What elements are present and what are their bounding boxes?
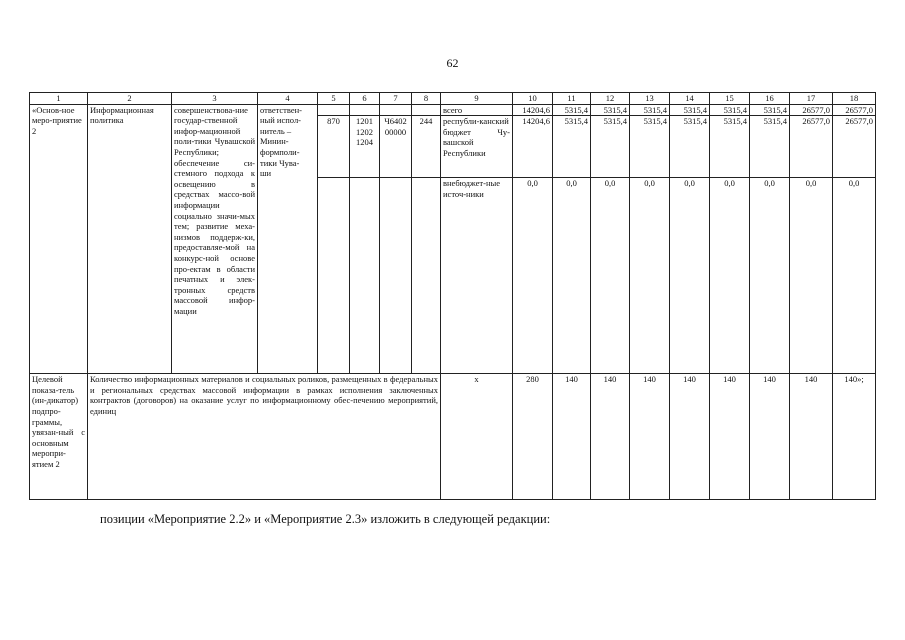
budget-code-cell: 244 xyxy=(412,116,441,178)
value-cell: 5315,4 xyxy=(670,116,710,178)
value-cell: 26577,0 xyxy=(790,104,833,116)
empty-cell xyxy=(318,178,350,374)
header-cell: 4 xyxy=(258,93,318,105)
executor-line: ши xyxy=(260,168,272,179)
budget-code-cell: 870 xyxy=(318,116,350,178)
header-cell: 12 xyxy=(591,93,630,105)
value-cell: 5315,4 xyxy=(670,104,710,116)
empty-cell xyxy=(350,104,380,116)
executor-line: формполи- xyxy=(260,146,300,157)
header-cell: 5 xyxy=(318,93,350,105)
indicator-value: 140 xyxy=(750,374,790,500)
header-cell: 17 xyxy=(790,93,833,105)
indicator-value: 140 xyxy=(630,374,670,500)
indicator-text: Количество информационных материалов и социальных роликов, размещенных в федеральных и региональных средствах массовой информации в рамках исполнения заключенных контрактов (договоров) на оказание услуг по информационному обес-печению мероприятий, единиц xyxy=(88,374,441,500)
header-cell: 3 xyxy=(172,93,258,105)
value-cell: 0,0 xyxy=(790,178,833,374)
activity-number: «Основ-ное меро-приятие 2 xyxy=(30,104,88,374)
value-cell: 0,0 xyxy=(833,178,876,374)
empty-cell xyxy=(412,178,441,374)
funding-source: всего xyxy=(441,104,513,116)
value-cell: 5315,4 xyxy=(630,104,670,116)
header-cell: 10 xyxy=(513,93,553,105)
header-cell: 8 xyxy=(412,93,441,105)
executor-line: тики Чува- xyxy=(260,157,300,168)
activity-description: совершенствова-ние государ-ственной инфор-мационной поли-тики Чувашской Республики; обеспечение си-стемного подхода к освещению в средствах массо-вой информации социально значи-мых тем; развитие меха-низмов поддерж-ки, предоставляе-мой на конкурс-ной основе про-ектам в области печатных и элек-тронных средств массовой инфор-мации xyxy=(172,104,258,374)
funding-source: внебюджет-ные источ-ники xyxy=(441,178,513,374)
indicator-value: 140 xyxy=(553,374,591,500)
executor-line: ответствен- xyxy=(260,104,303,115)
header-cell: 15 xyxy=(710,93,750,105)
executor-line: ный испол- xyxy=(260,115,302,126)
value-cell: 5315,4 xyxy=(553,116,591,178)
value-cell: 26577,0 xyxy=(833,104,876,116)
header-cell: 18 xyxy=(833,93,876,105)
indicator-value: 140 xyxy=(790,374,833,500)
empty-cell xyxy=(380,178,412,374)
value-cell: 0,0 xyxy=(513,178,553,374)
header-cell: 1 xyxy=(30,93,88,105)
empty-cell xyxy=(350,178,380,374)
indicator-row xyxy=(30,374,876,500)
value-cell: 14204,6 xyxy=(513,104,553,116)
activity-executor xyxy=(258,104,318,374)
value-cell: 0,0 xyxy=(670,178,710,374)
page-number: 62 xyxy=(446,56,459,70)
header-row xyxy=(30,93,876,105)
value-cell: 5315,4 xyxy=(630,116,670,178)
value-cell: 5315,4 xyxy=(710,116,750,178)
header-cell: 2 xyxy=(88,93,172,105)
executor-line: нитель – xyxy=(260,125,292,136)
header-cell: 11 xyxy=(553,93,591,105)
empty-cell xyxy=(412,104,441,116)
value-cell: 0,0 xyxy=(630,178,670,374)
indicator-value: 140 xyxy=(591,374,630,500)
value-cell: 5315,4 xyxy=(750,104,790,116)
program-table xyxy=(29,92,876,500)
value-cell: 5315,4 xyxy=(591,104,630,116)
activity-row-total xyxy=(30,104,876,116)
value-cell: 0,0 xyxy=(553,178,591,374)
value-cell: 14204,6 xyxy=(513,116,553,178)
value-cell: 5315,4 xyxy=(710,104,750,116)
header-cell: 14 xyxy=(670,93,710,105)
follow-up-text: позиции «Мероприятие 2.2» и «Мероприятие 2.3» изложить в следующей редакции: xyxy=(100,512,551,526)
empty-cell xyxy=(318,104,350,116)
value-cell: 0,0 xyxy=(750,178,790,374)
value-cell: 5315,4 xyxy=(750,116,790,178)
header-cell: 6 xyxy=(350,93,380,105)
header-cell: 9 xyxy=(441,93,513,105)
empty-cell xyxy=(380,104,412,116)
value-cell: 5315,4 xyxy=(553,104,591,116)
header-cell: 13 xyxy=(630,93,670,105)
budget-code-cell: 1201 1202 1204 xyxy=(350,116,380,178)
value-cell: 0,0 xyxy=(710,178,750,374)
value-cell: 26577,0 xyxy=(790,116,833,178)
indicator-label: Целевой показа-тель (ин-дикатор) подпро-граммы, увязан-ный с основным меропри-ятием 2 xyxy=(30,374,88,500)
indicator-value: 140 xyxy=(670,374,710,500)
value-cell: 26577,0 xyxy=(833,116,876,178)
indicator-value: 280 xyxy=(513,374,553,500)
header-cell: 16 xyxy=(750,93,790,105)
budget-code-cell: Ч6402 00000 xyxy=(380,116,412,178)
header-cell: 7 xyxy=(380,93,412,105)
value-cell: 0,0 xyxy=(591,178,630,374)
indicator-value: 140»; xyxy=(833,374,876,500)
funding-source: республи-канский бюджет Чу-вашской Республики xyxy=(441,116,513,178)
indicator-base-cell: х xyxy=(441,374,513,500)
executor-line: Минин- xyxy=(260,136,289,147)
value-cell: 5315,4 xyxy=(591,116,630,178)
indicator-value: 140 xyxy=(710,374,750,500)
activity-name: Информационная политика xyxy=(88,104,172,374)
